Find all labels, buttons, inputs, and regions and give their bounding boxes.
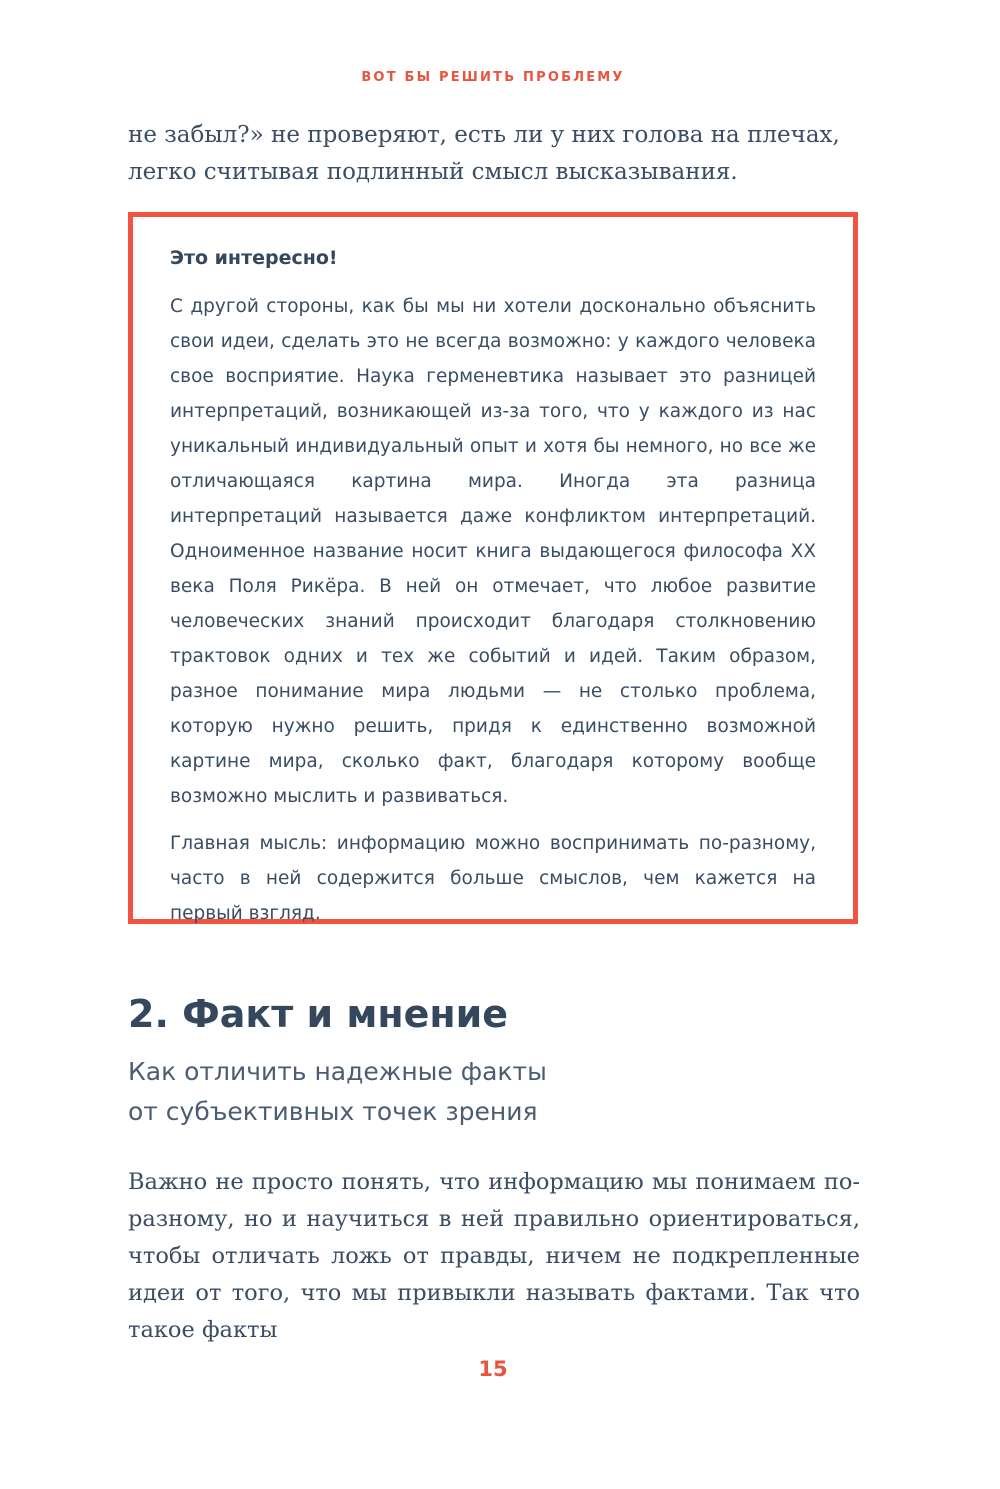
callout-summary: Главная мысль: информацию можно воспринимать по-разному, часто в ней содержится больше смыслов, чем кажется на первый взгляд. bbox=[170, 833, 816, 924]
callout-box bbox=[128, 212, 858, 924]
intro-paragraph: не забыл?» не проверяют, есть ли у них голова на плечах, легко считывая подлинный смысл высказывания. bbox=[128, 122, 840, 185]
callout-title: Это интересно! bbox=[170, 247, 338, 269]
page-number: 15 bbox=[478, 1357, 508, 1381]
section-subheading-line: от субъективных точек зрения bbox=[128, 1097, 538, 1126]
section-subheading-line: Как отличить надежные факты bbox=[128, 1057, 547, 1086]
running-head: ВОТ БЫ РЕШИТЬ ПРОБЛЕМУ bbox=[361, 70, 625, 85]
callout-paragraph: С другой стороны, как бы мы ни хотели досконально объяснить свои идеи, сделать это не всегда возможно: у каждого человека свое восприятие. Наука герменевтика называет это разницей интерпретаций, возникающей из-за того, что у каждого из нас уникальный индивидуальный опыт и хотя бы немного, но все же отличающаяся картина мира. Иногда эта разница интерпретаций называется даже конфликтом интерпретаций. Одноименное название носит книга выдающегося философа XX века Поля Рикёра. В ней он отмечает, что любое развитие человеческих знаний происходит благодаря столкновению трактовок одних и тех же событий и идей. Таким образом, разное понимание мира людьми — не столько проблема, которую нужно решить, придя к единственно возможной картине мира, сколько факт, благодаря которому вообще возможно мыслить и развиваться. bbox=[170, 296, 816, 807]
section-subheading bbox=[128, 1052, 828, 1132]
body-paragraph: Важно не просто понять, что информацию мы понимаем по-разному, но и научиться в ней правильно ориентироваться, чтобы отличать ложь от правды, ничем не подкрепленные идеи от того, что мы привыкли называть фактами. Так что такое факты bbox=[128, 1169, 860, 1343]
section-heading: 2. Факт и мнение bbox=[128, 992, 509, 1036]
